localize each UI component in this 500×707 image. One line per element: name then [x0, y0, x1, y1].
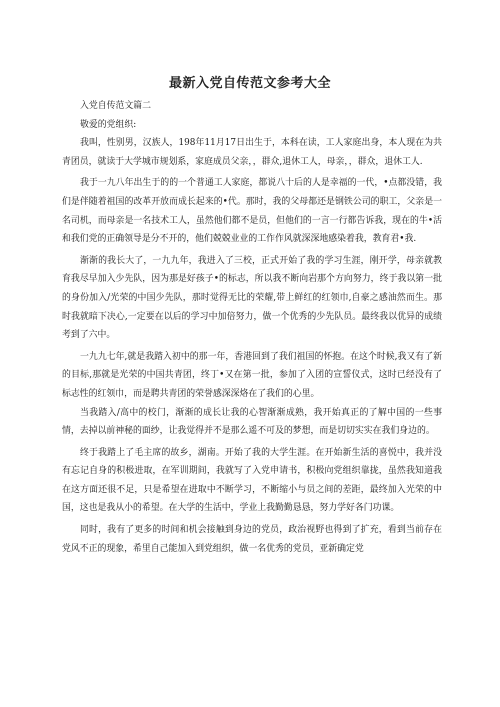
paragraph-family: 我于一九八年出生于的的一个普通工人家庭，都说八十后的人是幸福的一代，•点都没错，我们是伴随着祖国的改革开放而成长起来的•代。那时，我的父母都还是钢铁公司的职工，父亲是一名司机，而母亲是一名技术工人，虽然他们都不是员，但他们的一言一行都告诉我，现在的牛•活和我们党的正确领导是分不开的，他们兢兢业业的工作作风就深深地感染着我，教育君•我. — [62, 178, 442, 245]
paragraph-university: 终于我踏上了毛主席的故乡，湖南。开始了我的大学生涯。在开始新生活的喜悦中，我并没有忘记自身的积极进取，在军训期间，我就写了入党申请书，积极向党组织靠拢，虽然我知道我在这方面还很不足，只是希望在进取中不断学习，不断缩小与员之间的差距，最终加入光荣的中国，这也是我从小的希望。在大学的生活中，学业上我勤勤恳恳，努力学好各门功课。 — [62, 447, 442, 514]
paragraph-primary-school: 渐渐的我长大了，一九九年，我进入了三校，正式开始了我的学习生涯，刚开学，母亲就教育我尽早加入少先队，因为那是好孩子•的标志，所以我不断向岩那个方向努力，终于我以第一批的身份加入/光荣的中国少先队，那时觉得无比的荣耀,带上鲜红的红领巾,自豪之感油然而生。那时我就暗下决心,一定要在以后的学习中加倍努力，做一个优秀的少先队员。最终我以优异的成绩考到了六中。 — [62, 255, 442, 341]
paragraph-high-school: 当我踏入/高中的校门，渐渐的成长让我的心智渐渐成熟，我开始真正的了解中国的一些事情，去掉以前神秘的面纱，让我觉得并不是那么遥不可及的梦想，而是切切实实在我们身边的。 — [62, 407, 442, 437]
paragraph-intro: 我叫，性别男，汉族人，198年11月17日出生于，本科在读，工人家庭出身，本人现在为共青团员，就读于大学城市规划系，家庭成员父亲，，群众,退休工人，母亲，，群众，退休工人. — [62, 138, 442, 167]
paragraph-party-contact: 同时，我有了更多的时间和机会接触到身边的党员，政治视野也得到了扩充，看到当前存在党风不正的现象，希里自己能加入到党组织，做一名优秀的党员，亚新确定党 — [62, 525, 442, 554]
document-title: 最新入党自传范文参考大全 — [168, 76, 331, 91]
salutation: 敬爱的党组织: — [80, 119, 137, 130]
document-body — [62, 97, 442, 558]
document-subtitle: 入党自传范文篇二 — [80, 101, 151, 111]
paragraph-middle-school: 一九九七年,就是我踏入初中的那一年，香港回到了我们祖国的怀抱。在这个时候,我又有了新的目标,那就是光荣的中国共青团，终丁•又在第一批，参加了入团的宣誓仪式，这时已经没有了标志性的红领巾，而是聘共青团的荣誉感深深烙在了我们的心里。 — [62, 351, 442, 399]
